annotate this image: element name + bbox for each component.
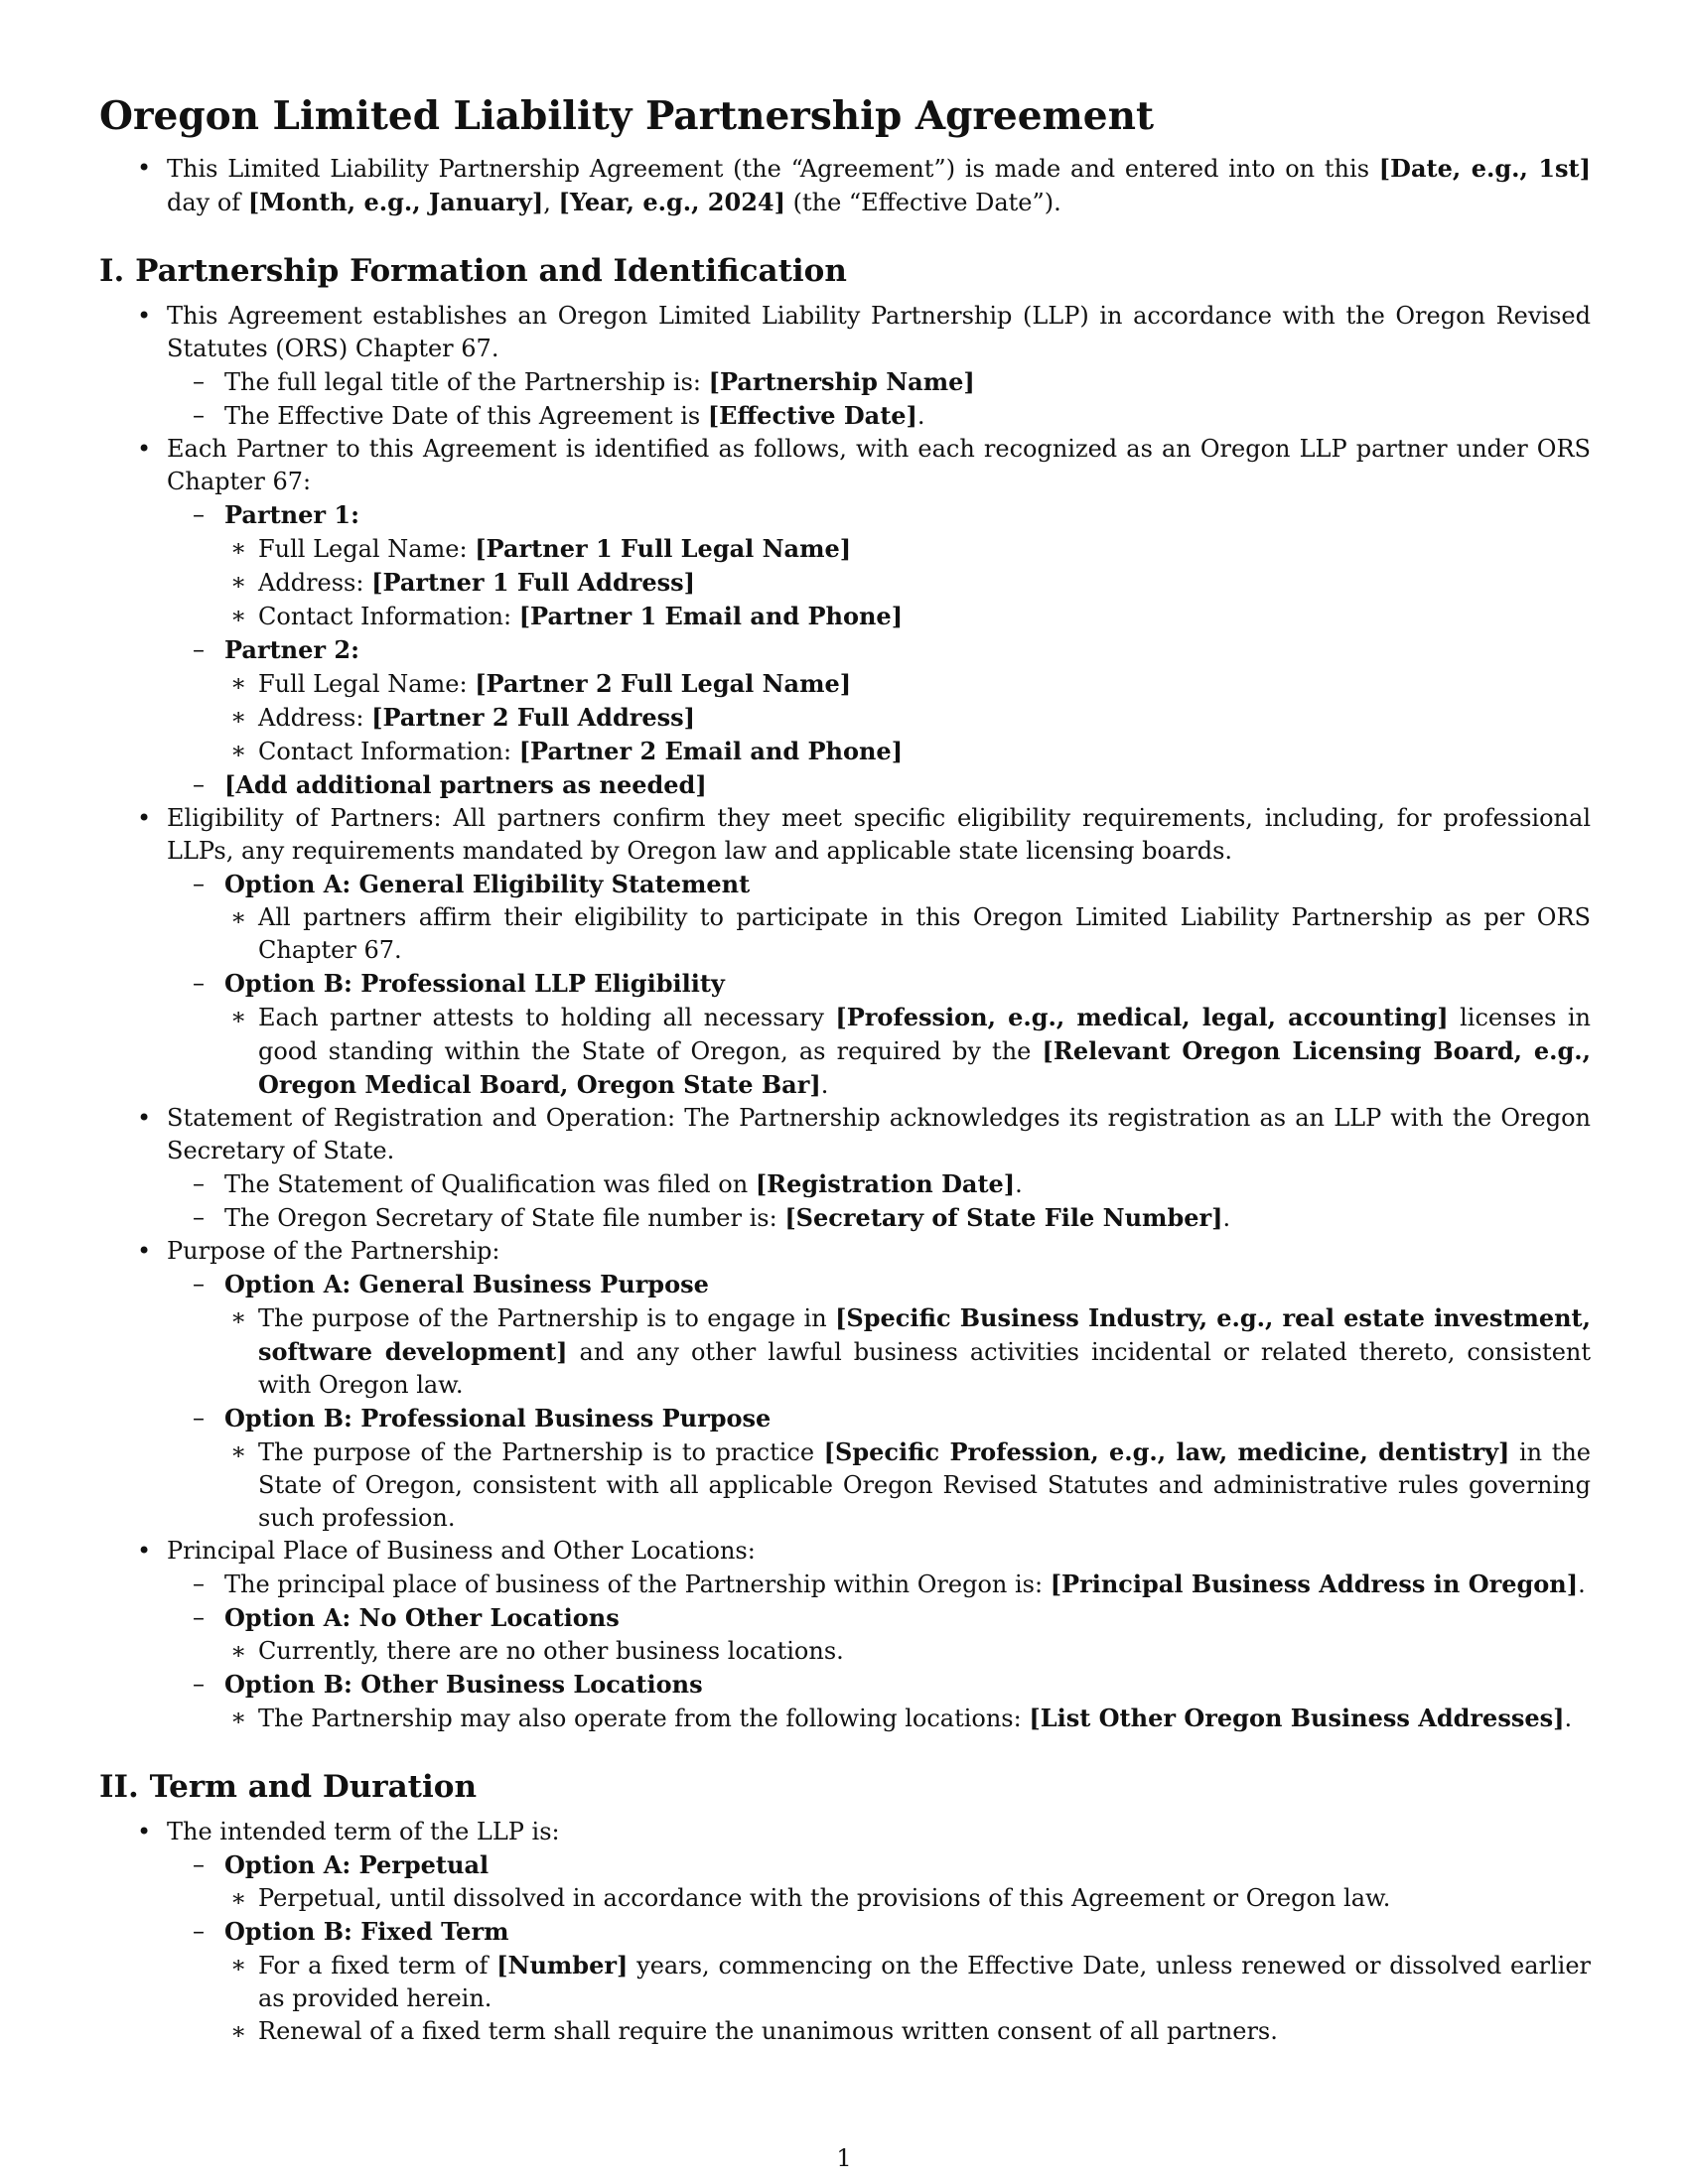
- list-item: ∗ The purpose of the Partnership is to engage in [Specific Business Industry, e.g., real estate investment, software development] and any other lawful business activities incidental or related thereto, consistent with Oregon law.: [228, 1301, 1591, 1402]
- list-item: – The Oregon Secretary of State file number is: [Secretary of State File Number].: [193, 1201, 1591, 1235]
- list-item: ∗ Perpetual, until dissolved in accordance with the provisions of this Agreement or Oregon law.: [228, 1882, 1591, 1915]
- list-item: – Option A: Perpetual ∗ Perpetual, until dissolved in accordance with the provisions of this Agreement or Oregon law.: [193, 1848, 1591, 1915]
- list-item: • Statement of Registration and Operation: The Partnership acknowledges its registration as an LLP with the Oregon Secretary of State. – The Statement of Qualification was filed on [Registration Date]. – The Oregon Secretary of State file number is: [Secretary of State File Number].: [99, 1102, 1591, 1235]
- document-page: [99, 79, 1591, 2048]
- list-item: ∗ All partners affirm their eligibility to participate in this Oregon Limited Liability Partnership as per ORS Chapter 67.: [228, 901, 1591, 967]
- intro-paragraph: • This Limited Liability Partnership Agreement (the “Agreement”) is made and entered into on this [Date, e.g., 1st] day of [Month, e.g., January], [Year, e.g., 2024] (the “Effective Date”).: [99, 152, 1591, 219]
- list-item: ∗ Address: [Partner 2 Full Address]: [228, 701, 1591, 735]
- list-item: ∗ The Partnership may also operate from the following locations: [List Other Oregon Business Addresses].: [228, 1702, 1591, 1735]
- list-item: – Option B: Professional Business Purpose ∗ The purpose of the Partnership is to practice [Specific Profession, e.g., law, medicine, dentistry] in the State of Oregon, consistent with all applicable Oregon Revised Statutes and administrative rules governing such profession.: [193, 1402, 1591, 1535]
- section-2-heading: II. Term and Duration: [99, 1768, 477, 1805]
- list-item: – The full legal title of the Partnership is: [Partnership Name]: [193, 365, 1591, 399]
- list-item: ∗ Contact Information: [Partner 1 Email and Phone]: [228, 600, 1591, 633]
- list-item: – The Statement of Qualification was filed on [Registration Date].: [193, 1167, 1591, 1201]
- section-1-heading: I. Partnership Formation and Identification: [99, 252, 847, 289]
- list-item: – Option A: No Other Locations ∗ Currently, there are no other business locations.: [193, 1601, 1591, 1668]
- list-item: • The intended term of the LLP is: – Option A: Perpetual ∗ Perpetual, until dissolved in accordance with the provisions of this Agreement or Oregon law. – Option B: Fixed Term ∗ For a fixed term of [Number] years, commencing on the Effective Date, unless renewed or dissolved earlier as provided herein. ∗ Renewal of a fixed term shall require the unanimous written consent of all partners.: [99, 1816, 1591, 2048]
- list-item: – The principal place of business of the Partnership within Oregon is: [Principal Business Address in Oregon].: [193, 1568, 1591, 1601]
- page-number: 1: [836, 2144, 852, 2172]
- list-item: ∗ For a fixed term of [Number] years, commencing on the Effective Date, unless renewed or dissolved earlier as provided herein.: [228, 1949, 1591, 2015]
- partner-1: – Partner 1: ∗ Full Legal Name: [Partner 1 Full Legal Name] ∗ Address: [Partner 1 Full Address] ∗ Contact Information: [Partner 1 Email and Phone]: [193, 498, 1591, 633]
- list-item: ∗ Contact Information: [Partner 2 Email and Phone]: [228, 735, 1591, 768]
- list-item: ∗ Each partner attests to holding all necessary [Profession, e.g., medical, legal, accounting] licenses in good standing within the State of Oregon, as required by the [Relevant Oregon Licensing Board, e.g., Oregon Medical Board, Oregon State Bar].: [228, 1001, 1591, 1102]
- list-item: • Eligibility of Partners: All partners confirm they meet specific eligibility requirements, including, for professional LLPs, any requirements mandated by Oregon law and applicable state licensing boards. – Option A: General Eligibility Statement ∗ All partners affirm their eligibility to participate in this Oregon Limited Liability Partnership as per ORS Chapter 67. – Option B: Professional LLP Eligibility ∗ Each partner attests to holding all necessary [Profession, e.g., medical, legal, accounting] licenses in good standing within the State of Oregon, as required by the [Relevant Oregon Licensing Board, e.g., Oregon Medical Board, Oregon State Bar].: [99, 802, 1591, 1102]
- document-title: Oregon Limited Liability Partnership Agreement: [99, 93, 1154, 139]
- list-item: – The Effective Date of this Agreement is [Effective Date].: [193, 399, 1591, 433]
- list-item: ∗ Renewal of a fixed term shall require the unanimous written consent of all partners.: [228, 2015, 1591, 2048]
- list-item: – Option B: Other Business Locations ∗ The Partnership may also operate from the following locations: [List Other Oregon Business Addresses].: [193, 1668, 1591, 1735]
- partner-2: – Partner 2: ∗ Full Legal Name: [Partner 2 Full Legal Name] ∗ Address: [Partner 2 Full Address] ∗ Contact Information: [Partner 2 Email and Phone]: [193, 633, 1591, 768]
- list-item: ∗ Address: [Partner 1 Full Address]: [228, 566, 1591, 600]
- add-partners-note: – [Add additional partners as needed]: [193, 768, 1591, 802]
- list-item: – Option A: General Business Purpose ∗ The purpose of the Partnership is to engage in [Specific Business Industry, e.g., real estate investment, software development] and any other lawful business activities incidental or related thereto, consistent with Oregon law.: [193, 1268, 1591, 1402]
- list-item: – Option B: Professional LLP Eligibility ∗ Each partner attests to holding all necessary [Profession, e.g., medical, legal, accounting] licenses in good standing within the State of Oregon, as required by the [Relevant Oregon Licensing Board, e.g., Oregon Medical Board, Oregon State Bar].: [193, 967, 1591, 1102]
- list-item: ∗ Full Legal Name: [Partner 2 Full Legal Name]: [228, 667, 1591, 701]
- list-item: • Purpose of the Partnership: – Option A: General Business Purpose ∗ The purpose of the Partnership is to engage in [Specific Business Industry, e.g., real estate investment, software development] and any other lawful business activities incidental or related thereto, consistent with Oregon law. – Option B: Professional Business Purpose ∗ The purpose of the Partnership is to practice [Specific Profession, e.g., law, medicine, dentistry] in the State of Oregon, consistent with all applicable Oregon Revised Statutes and administrative rules governing such profession.: [99, 1235, 1591, 1535]
- list-item: ∗ Full Legal Name: [Partner 1 Full Legal Name]: [228, 532, 1591, 566]
- list-item: – Option B: Fixed Term ∗ For a fixed term of [Number] years, commencing on the Effective Date, unless renewed or dissolved earlier as provided herein. ∗ Renewal of a fixed term shall require the unanimous written consent of all partners.: [193, 1915, 1591, 2048]
- list-item: ∗ The purpose of the Partnership is to practice [Specific Profession, e.g., law, medicine, dentistry] in the State of Oregon, consistent with all applicable Oregon Revised Statutes and administrative rules governing such profession.: [228, 1435, 1591, 1535]
- list-item: • Each Partner to this Agreement is identified as follows, with each recognized as an Oregon LLP partner under ORS Chapter 67: – Partner 1: ∗ Full Legal Name: [Partner 1 Full Legal Name] ∗ Address: [Partner 1 Full Address] ∗ Contact Information: [Partner 1 Email and Phone] – Partner 2: ∗ Full Legal Name: [Partner 2 Full Legal Name] ∗ Address: [Partner 2 Full Address] ∗ Contact Information: [Partner 2 Email and Phone] – [Add additional partners as needed]: [99, 433, 1591, 802]
- list-item: ∗ Currently, there are no other business locations.: [228, 1635, 1591, 1668]
- intro-list: [99, 152, 1591, 219]
- section-2-list: [99, 1816, 1591, 2048]
- list-item: – Option A: General Eligibility Statement ∗ All partners affirm their eligibility to participate in this Oregon Limited Liability Partnership as per ORS Chapter 67.: [193, 868, 1591, 967]
- list-item: • This Agreement establishes an Oregon Limited Liability Partnership (LLP) in accordance with the Oregon Revised Statutes (ORS) Chapter 67. – The full legal title of the Partnership is: [Partnership Name] – The Effective Date of this Agreement is [Effective Date].: [99, 300, 1591, 433]
- section-1-list: [99, 300, 1591, 1735]
- list-item: • Principal Place of Business and Other Locations: – The principal place of business of the Partnership within Oregon is: [Principal Business Address in Oregon]. – Option A: No Other Locations ∗ Currently, there are no other business locations. – Option B: Other Business Locations ∗ The Partnership may also operate from the following locations: [List Other Oregon Business Addresses].: [99, 1535, 1591, 1735]
